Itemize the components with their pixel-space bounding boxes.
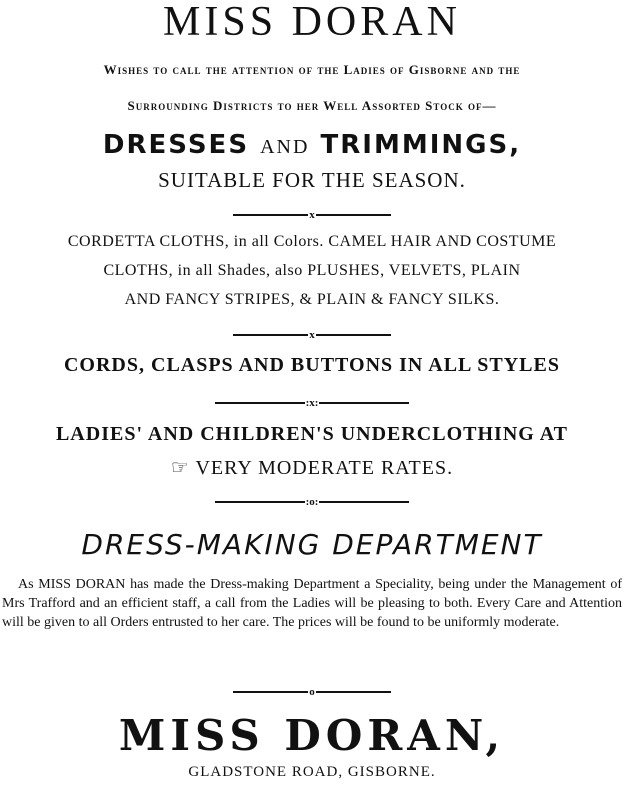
pointing-hand-icon: ☞ <box>170 457 190 479</box>
divider-bar <box>316 691 391 693</box>
divider-bar <box>233 214 308 216</box>
stock-line-1: CORDETTA CLOTHS, in all Colors. CAMEL HAIR AND COSTUME <box>67 233 557 250</box>
divider-bar <box>319 501 409 503</box>
header-name: MISS DORAN <box>163 0 461 45</box>
divider-3 <box>0 397 624 409</box>
suitable-line: SUITABLE FOR THE SEASON. <box>158 168 466 192</box>
header-line-2: Surrounding Districts to her Well Assorted Stock of— <box>127 98 497 113</box>
and-word: AND <box>260 136 310 158</box>
divider-bar <box>233 334 308 336</box>
cords-line: CORDS, CLASPS AND BUTTONS IN ALL STYLES <box>63 354 560 376</box>
divider-mark: :x: <box>305 397 319 409</box>
divider-bar <box>233 691 308 693</box>
dresses-word: DRESSES <box>102 130 250 160</box>
divider-mark: o <box>309 686 315 698</box>
divider-2 <box>0 329 624 341</box>
divider-bar <box>215 402 305 404</box>
trimmings-word: TRIMMINGS, <box>320 130 522 160</box>
divider-4 <box>0 496 624 508</box>
footer-address: GLADSTONE ROAD, GISBORNE. <box>188 764 436 780</box>
divider-bar <box>316 334 391 336</box>
dresses-trimmings-heading <box>0 128 624 164</box>
divider-bar <box>316 214 391 216</box>
divider-bar <box>319 402 409 404</box>
rates-line <box>0 455 624 480</box>
footer-name: MISS DORAN, <box>118 711 506 760</box>
header-line-1: Wishes to call the attention of the Ladies of Gisborne and the <box>103 62 521 77</box>
stock-line-3: AND FANCY STRIPES, & PLAIN & FANCY SILKS. <box>124 291 500 308</box>
divider-bar <box>215 501 305 503</box>
divider-1 <box>0 209 624 221</box>
dept-paragraph <box>2 575 622 632</box>
dept-paragraph-text: As MISS DORAN has made the Dress-making Department a Speciality, being under the Management of Mrs Trafford and an efficient staff, a call from the Ladies will be pleasing to both. Every Care and Attention will be given to all Orders entrusted to her care. The prices will be found to be uniformly moderate. <box>2 577 622 630</box>
divider-mark: x <box>309 209 315 221</box>
divider-mark: x <box>309 329 315 341</box>
divider-mark: :o: <box>305 496 319 508</box>
ladies-line: LADIES' AND CHILDREN'S UNDERCLOTHING AT <box>55 423 569 445</box>
dept-title: DRESS-MAKING DEPARTMENT <box>81 528 543 561</box>
stock-line-2: CLOTHS, in all Shades, also PLUSHES, VELVETS, PLAIN <box>103 262 521 279</box>
rates-text: VERY MODERATE RATES. <box>195 457 454 479</box>
divider-5 <box>0 686 624 698</box>
